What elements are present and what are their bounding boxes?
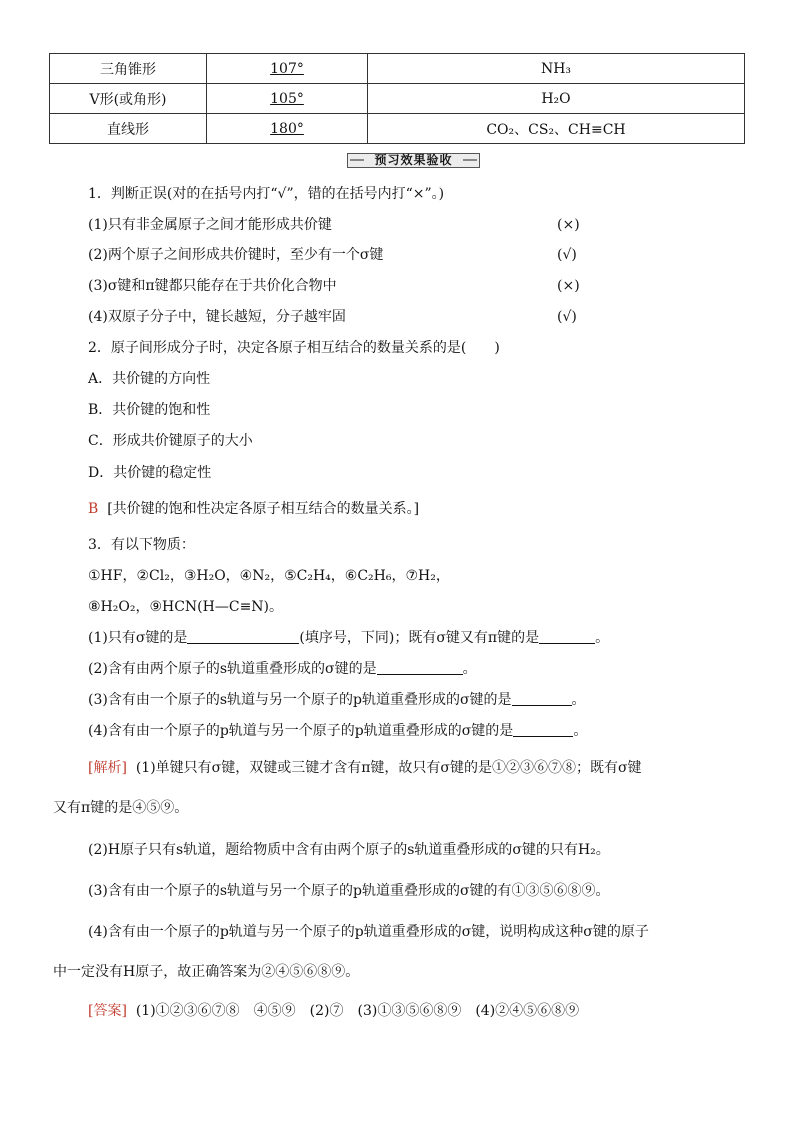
- angle-cell: 107°: [207, 54, 368, 84]
- q2-answer: [88, 500, 419, 518]
- q3-sub-3: (3)含有由一个原子的s轨道与另一个原子的p轨道重叠形成的σ键的是 。: [88, 692, 586, 708]
- q1-item-3: (3)σ键和π键都只能存在于共价化合物中: [88, 278, 337, 294]
- example-cell: CO₂、CS₂、CH≡CH: [368, 114, 745, 144]
- shape-cell: V形(或角形): [50, 84, 207, 114]
- example-cell: NH₃: [368, 54, 745, 84]
- answer-blank[interactable]: [187, 629, 299, 644]
- q2-option-b: B．共价键的饱和性: [88, 402, 211, 418]
- angle-cell: 105°: [207, 84, 368, 114]
- q1-item-2: (2)两个原子之间形成共价键时，至少有一个σ键: [88, 247, 384, 263]
- q1-mark-1: (×): [557, 217, 580, 233]
- q2-answer-letter: B: [88, 501, 99, 517]
- shape-cell: 直线形: [50, 114, 207, 144]
- q2-option-a: A．共价键的方向性: [88, 371, 211, 387]
- q3-stem: 3．有以下物质：: [88, 537, 195, 553]
- q3-sub-2: (2)含有由两个原子的s轨道重叠形成的σ键的是 。: [88, 661, 477, 677]
- answer-line: [88, 1002, 579, 1020]
- analysis-paragraph-3: (3)含有由一个原子的s轨道与另一个原子的p轨道重叠形成的σ键的有①③⑤⑥⑧⑨。: [88, 883, 610, 899]
- table-row: [50, 114, 745, 144]
- q3-substances-1: ①HF，②Cl₂，③H₂O，④N₂，⑤C₂H₄，⑥C₂H₆，⑦H₂，: [88, 568, 450, 584]
- q1-mark-4: (√): [557, 309, 577, 325]
- q2-option-d: D．共价键的稳定性: [88, 465, 212, 481]
- q1-mark-2: (√): [557, 247, 577, 263]
- answer-blank[interactable]: [513, 722, 573, 737]
- q1-stem: 1．判断正误(对的在括号内打“√”，错的在括号内打“×”。): [88, 186, 445, 202]
- shape-cell: 三角锥形: [50, 54, 207, 84]
- molecular-geometry-table: [49, 53, 745, 144]
- answer-blank[interactable]: [512, 691, 572, 706]
- q3-sub-4: (4)含有由一个原子的p轨道与另一个原子的p轨道重叠形成的σ键的是 。: [88, 723, 588, 739]
- answer-blank[interactable]: [539, 629, 595, 644]
- q2-option-c: C．形成共价键原子的大小: [88, 433, 253, 449]
- q1-mark-3: (×): [557, 278, 580, 294]
- analysis-paragraph-4: (4)含有由一个原子的p轨道与另一个原子的p轨道重叠形成的σ键，说明构成这种σ键的原子: [88, 924, 649, 940]
- answer-tag: [答案]: [88, 1003, 127, 1019]
- analysis-paragraph-1: [解析] (1)单键只有σ键，双键或三键才含有π键，故只有σ键的是①②③⑥⑦⑧；既有σ键: [88, 760, 642, 776]
- answer-text: (1)①②③⑥⑦⑧ ④⑤⑨ (2)⑦ (3)①③⑤⑥⑧⑨ (4)②④⑤⑥⑧⑨: [135, 1003, 580, 1019]
- q3-sub-1: (1)只有σ键的是 (填序号，下同)；既有σ键又有π键的是 。: [88, 630, 610, 646]
- example-cell: H₂O: [368, 84, 745, 114]
- q2-stem: 2．原子间形成分子时，决定各原子相互结合的数量关系的是( ): [88, 340, 500, 356]
- analysis-paragraph-1-cont: 又有π键的是④⑤⑨。: [53, 800, 189, 816]
- table-row: [50, 54, 745, 84]
- q2-answer-text: [共价键的饱和性决定各原子相互结合的数量关系。]: [107, 501, 420, 517]
- q3-substances-2: ⑧H₂O₂，⑨HCN(H—C≡N)。: [88, 599, 284, 615]
- angle-cell: 180°: [207, 114, 368, 144]
- q1-item-4: (4)双原子分子中，键长越短，分子越牢固: [88, 309, 346, 325]
- answer-blank[interactable]: [377, 660, 463, 675]
- analysis-paragraph-2: (2)H原子只有s轨道，题给物质中含有由两个原子的s轨道重叠形成的σ键的只有H₂。: [88, 842, 610, 858]
- section-title: 预习效果验收: [347, 153, 480, 168]
- q1-item-1: (1)只有非金属原子之间才能形成共价键: [88, 217, 332, 233]
- analysis-tag: [解析]: [88, 760, 127, 776]
- table-row: [50, 84, 745, 114]
- analysis-paragraph-4-cont: 中一定没有H原子，故正确答案为②④⑤⑥⑧⑨。: [53, 964, 360, 980]
